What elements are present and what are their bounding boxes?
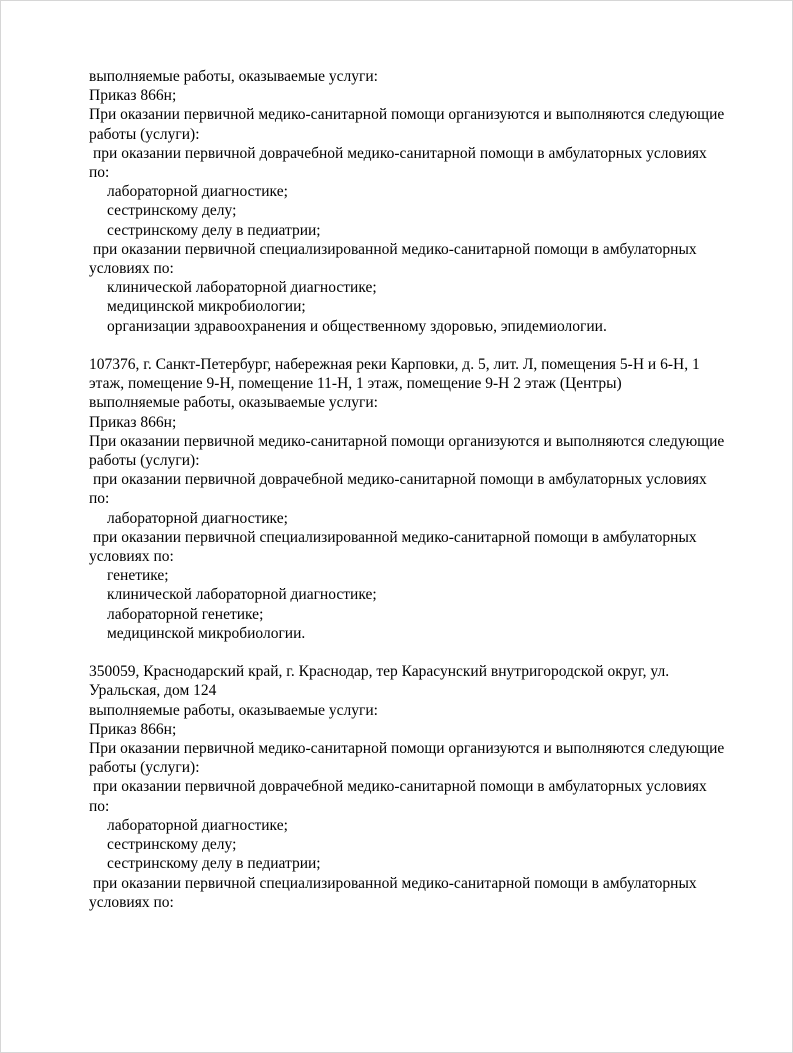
text-line: организации здравоохранения и общественному здоровью, эпидемиологии. [107,317,607,335]
text-line: при оказании первичной специализированной медико-санитарной помощи в амбулаторных [93,874,697,892]
text-line: сестринскому делу; [107,836,237,854]
text-line: При оказании первичной медико-санитарной помощи организуются и выполняются следующие [89,106,725,124]
text-line: лабораторной диагностике; [107,509,288,527]
document-text-block [1,1,792,912]
text-line: по: [89,490,110,508]
section-2-spb-karpovka [89,355,737,643]
text-line: Приказ 866н; [89,720,177,738]
text-line: медицинской микробиологии; [107,298,306,316]
section-1-works-services [89,67,737,336]
text-line: работы (услуги): [89,759,200,777]
text-line: выполняемые работы, оказываемые услуги: [89,701,378,719]
text-line: Приказ 866н; [89,413,177,431]
text-line: при оказании первичной специализированной медико-санитарной помощи в амбулаторных [93,528,697,546]
text-line: лабораторной генетике; [107,605,264,623]
text-line: клинической лабораторной диагностике; [107,279,377,297]
text-line: условиях по: [89,260,174,278]
text-line: сестринскому делу в педиатрии; [107,221,321,239]
text-line: 107376, г. Санкт-Петербург, набережная реки Карповки, д. 5, лит. Л, помещения 5-Н и 6-Н, 1 [89,356,700,374]
text-line: сестринскому делу в педиатрии; [107,855,321,873]
text-line: выполняемые работы, оказываемые услуги: [89,68,378,85]
text-line: работы (услуги): [89,452,200,470]
text-line: лабораторной диагностике; [107,183,288,201]
text-line: при оказании первичной доврачебной медико-санитарной помощи в амбулаторных условиях [93,471,707,489]
text-line: по: [89,164,110,182]
text-line: работы (услуги): [89,125,200,143]
section-3-krasnodar-uralskaya [89,662,737,912]
text-line: медицинской микробиологии. [107,624,306,642]
text-line: генетике; [107,567,169,585]
text-line: при оказании первичной доврачебной медико-санитарной помощи в амбулаторных условиях [93,144,707,162]
text-line: при оказании первичной специализированной медико-санитарной помощи в амбулаторных [93,240,697,258]
text-line: при оказании первичной доврачебной медико-санитарной помощи в амбулаторных условиях [93,778,707,796]
text-line: условиях по: [89,548,174,566]
text-line: Приказ 866н; [89,87,177,105]
text-line: клинической лабораторной диагностике; [107,586,377,604]
text-line: При оказании первичной медико-санитарной помощи организуются и выполняются следующие [89,740,725,758]
text-line: сестринскому делу; [107,202,237,220]
text-line: выполняемые работы, оказываемые услуги: [89,394,378,412]
text-line: условиях по: [89,893,174,911]
text-line: Уральская, дом 124 [89,682,217,700]
text-line: по: [89,797,110,815]
text-line: При оказании первичной медико-санитарной помощи организуются и выполняются следующие [89,432,725,450]
text-line: 350059, Краснодарский край, г. Краснодар, тер Карасунский внутригородской округ, ул. [89,663,670,681]
text-line: лабораторной диагностике; [107,816,288,834]
text-line: этаж, помещение 9-Н, помещение 11-Н, 1 этаж, помещение 9-Н 2 этаж (Центры) [89,375,622,393]
